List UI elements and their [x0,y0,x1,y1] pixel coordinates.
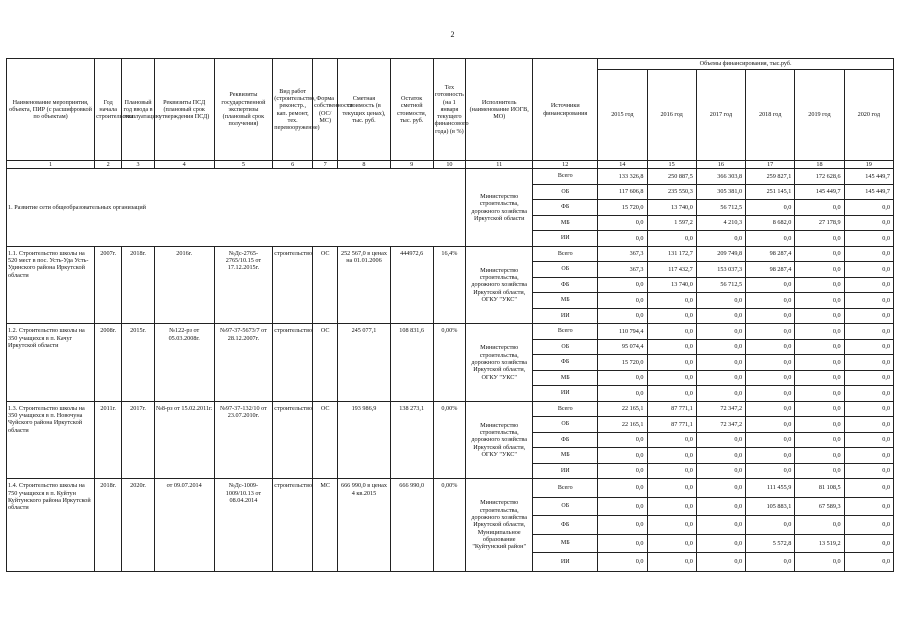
value-cell: 0,0 [746,200,795,216]
value-cell: 0,0 [844,534,893,553]
value-cell: 0,0 [647,516,696,535]
work-type-cell: строительство [273,401,313,479]
value-cell: 0,0 [746,339,795,355]
value-cell: 56 712,5 [696,277,745,293]
value-cell: 0,0 [795,370,844,386]
value-cell: 0,0 [844,308,893,324]
source-cell: ФБ [533,355,598,371]
source-cell: МБ [533,448,598,464]
value-cell: 0,0 [696,448,745,464]
value-cell: 22 165,1 [598,401,647,417]
value-cell: 0,0 [746,231,795,247]
value-cell: 0,0 [795,355,844,371]
value-cell: 87 771,1 [647,417,696,433]
value-cell: 0,0 [844,386,893,402]
source-cell: Всего [533,401,598,417]
value-cell: 0,0 [647,308,696,324]
column-number: 1 [7,161,95,169]
value-cell: 0,0 [696,231,745,247]
value-cell: 1 597,2 [647,215,696,231]
value-cell: 0,0 [598,308,647,324]
estimate-cell: 193 986,9 [338,401,390,479]
expertise-cell: №Дс-1009-1009/10.13 от 08.04.2014 [214,479,273,572]
value-cell: 67 589,3 [795,497,844,516]
value-cell: 235 550,3 [647,184,696,200]
value-cell: 0,0 [844,200,893,216]
value-cell: 0,0 [598,463,647,479]
expertise-cell: №97-37-132/10 от 23.07.2010г. [214,401,273,479]
source-cell: ФБ [533,516,598,535]
value-cell: 259 827,1 [746,169,795,185]
value-cell: 0,0 [844,293,893,309]
header-readiness: Тех готовность (на 1 января текущего финансового года) (в %) [433,59,466,161]
value-cell: 0,0 [795,277,844,293]
column-number: 19 [844,161,893,169]
value-cell: 0,0 [696,339,745,355]
value-cell: 0,0 [795,432,844,448]
readiness-cell: 0,00% [433,324,466,402]
value-cell: 0,0 [795,246,844,262]
readiness-cell: 0,00% [433,479,466,572]
start-year-cell: 2007г. [95,246,122,324]
start-year-cell: 2008г. [95,324,122,402]
value-cell: 0,0 [647,386,696,402]
remaining-cell: 666 990,0 [390,479,433,572]
value-cell: 367,3 [598,246,647,262]
value-cell: 0,0 [746,448,795,464]
value-cell: 0,0 [844,417,893,433]
value-cell: 0,0 [844,463,893,479]
remaining-cell: 138 273,1 [390,401,433,479]
value-cell: 0,0 [647,497,696,516]
value-cell: 0,0 [746,553,795,572]
value-cell: 0,0 [795,401,844,417]
value-cell: 4 210,3 [696,215,745,231]
column-number: 2 [95,161,122,169]
value-cell: 0,0 [696,308,745,324]
value-cell: 15 720,0 [598,355,647,371]
source-cell: ОБ [533,339,598,355]
source-cell: МБ [533,293,598,309]
value-cell: 0,0 [795,324,844,340]
psd-cell: №122-рз от 05.03.2008г. [154,324,214,402]
value-cell: 0,0 [647,448,696,464]
psd-cell: №8-рз от 15.02.2011г. [154,401,214,479]
header-start-year: Год начала строительства [95,59,122,161]
column-number: 12 [533,161,598,169]
value-cell: 0,0 [647,553,696,572]
column-number: 9 [390,161,433,169]
value-cell: 0,0 [795,463,844,479]
value-cell: 0,0 [795,293,844,309]
value-cell: 0,0 [647,231,696,247]
value-cell: 0,0 [844,401,893,417]
value-cell: 145 449,7 [795,184,844,200]
column-number: 11 [466,161,533,169]
value-cell: 0,0 [746,277,795,293]
ownership-cell: ОС [313,324,338,402]
ownership-cell: МС [313,479,338,572]
value-cell: 56 712,5 [696,200,745,216]
value-cell: 72 347,2 [696,401,745,417]
value-cell: 0,0 [598,293,647,309]
value-cell: 0,0 [844,370,893,386]
header-psd: Реквизиты ПСД (плановый срок утверждения ПСД) [154,59,214,161]
column-number-row [7,161,894,169]
value-cell: 0,0 [647,293,696,309]
value-cell: 111 455,9 [746,479,795,498]
table-row [7,479,894,498]
value-cell: 0,0 [696,432,745,448]
value-cell: 5 572,8 [746,534,795,553]
source-cell: ОБ [533,417,598,433]
value-cell: 22 165,1 [598,417,647,433]
value-cell: 0,0 [795,262,844,278]
executor-cell: Министерство строительства, дорожного хозяйства Иркутской области, ОГКУ "УКС" [466,401,533,479]
planned-year-cell: 2020г. [122,479,155,572]
value-cell: 305 381,0 [696,184,745,200]
estimate-cell: 252 567,0 в ценах на 01.01.2006 [338,246,390,324]
value-cell: 0,0 [696,497,745,516]
source-cell: ФБ [533,277,598,293]
value-cell: 72 347,2 [696,417,745,433]
value-cell: 0,0 [598,553,647,572]
value-cell: 0,0 [598,479,647,498]
source-cell: МБ [533,534,598,553]
value-cell: 117 606,8 [598,184,647,200]
value-cell: 0,0 [844,246,893,262]
column-number: 6 [273,161,313,169]
readiness-cell: 0,00% [433,401,466,479]
object-name: 1.1. Строительство школы на 520 мест в пос. Усть-Уда Усть-Удинского района Иркутской области [7,246,95,324]
value-cell: 15 720,0 [598,200,647,216]
source-cell: ОБ [533,262,598,278]
value-cell: 0,0 [844,432,893,448]
table-row [7,324,894,340]
source-cell: ОБ [533,184,598,200]
executor-cell: Министерство строительства, дорожного хозяйства Иркутской области, Муниципальное образование "Куйтунский район" [466,479,533,572]
column-number: 3 [122,161,155,169]
source-cell: ИИ [533,386,598,402]
value-cell: 0,0 [598,497,647,516]
source-cell: Всего [533,246,598,262]
readiness-cell: 16,4% [433,246,466,324]
value-cell: 8 682,0 [746,215,795,231]
work-type-cell: строительство [273,246,313,324]
header-year: 2020 год [844,70,893,161]
source-cell: МБ [533,215,598,231]
value-cell: 0,0 [746,324,795,340]
value-cell: 0,0 [795,553,844,572]
value-cell: 0,0 [696,516,745,535]
value-cell: 366 303,8 [696,169,745,185]
header-executor: Исполнитель (наименование ИОГВ, МО) [466,59,533,161]
value-cell: 153 037,3 [696,262,745,278]
value-cell: 0,0 [795,386,844,402]
planned-year-cell: 2015г. [122,324,155,402]
column-number: 14 [598,161,647,169]
value-cell: 0,0 [647,534,696,553]
value-cell: 0,0 [844,553,893,572]
value-cell: 98 287,4 [746,262,795,278]
header-estimate: Сметная стоимость (в текущих ценах), тыс. руб. [338,59,390,161]
value-cell: 13 740,0 [647,277,696,293]
value-cell: 0,0 [795,308,844,324]
value-cell: 0,0 [795,231,844,247]
value-cell: 0,0 [844,448,893,464]
section-title: 1. Развитие сети общеобразовательных организаций [7,169,466,247]
value-cell: 172 628,6 [795,169,844,185]
value-cell: 0,0 [647,370,696,386]
start-year-cell: 2018г. [95,479,122,572]
column-number: 15 [647,161,696,169]
header-financing: Объемы финансирования, тыс.руб. [598,59,894,70]
object-name: 1.3. Строительство школы на 350 учащихся в п. Новочуна Чуйского района Иркутской области [7,401,95,479]
value-cell: 0,0 [598,516,647,535]
value-cell: 0,0 [844,231,893,247]
header-year: 2017 год [696,70,745,161]
value-cell: 133 326,8 [598,169,647,185]
header-ownership: Форма собственности (ОС/МС) [313,59,338,161]
value-cell: 0,0 [795,339,844,355]
value-cell: 0,0 [647,463,696,479]
planned-year-cell: 2017г. [122,401,155,479]
value-cell: 0,0 [696,479,745,498]
source-cell: Всего [533,324,598,340]
value-cell: 0,0 [647,479,696,498]
value-cell: 250 887,5 [647,169,696,185]
object-name: 1.4. Строительство школы на 750 учащихся в п. Куйтун Куйтунского района Иркутской области [7,479,95,572]
value-cell: 27 178,9 [795,215,844,231]
value-cell: 0,0 [746,463,795,479]
executor-cell: Министерство строительства, дорожного хозяйства Иркутской области, ОГКУ "УКС" [466,246,533,324]
value-cell: 87 771,1 [647,401,696,417]
value-cell: 0,0 [795,516,844,535]
column-number: 17 [746,161,795,169]
header-work-type: Вид работ (строительство, реконстр., кап. ремонт, тех. перевооружение) [273,59,313,161]
page-number: 2 [450,30,455,39]
value-cell: 0,0 [746,386,795,402]
value-cell: 145 449,7 [844,169,893,185]
financing-table [6,58,894,572]
value-cell: 13 740,0 [647,200,696,216]
value-cell: 0,0 [746,401,795,417]
source-cell: Всего [533,479,598,498]
value-cell: 251 145,1 [746,184,795,200]
source-cell: МБ [533,370,598,386]
header-planned-year: Плановый год ввода в эксплуатацию [122,59,155,161]
object-name: 1.2. Строительство школы на 350 учащихся в п. Качуг Иркутской области [7,324,95,402]
value-cell: 105 883,1 [746,497,795,516]
value-cell: 0,0 [696,534,745,553]
value-cell: 0,0 [844,277,893,293]
expertise-cell: №97-37-5673/7 от 28.12.2007г. [214,324,273,402]
executor-cell: Министерство строительства, дорожного хозяйства Иркутской области, ОГКУ "УКС" [466,324,533,402]
column-number: 8 [338,161,390,169]
source-cell: ИИ [533,553,598,572]
value-cell: 0,0 [647,339,696,355]
table-row [7,401,894,417]
value-cell: 0,0 [844,324,893,340]
value-cell: 367,3 [598,262,647,278]
value-cell: 0,0 [844,497,893,516]
header-expertise: Реквизиты государственной экспертизы (плановый срок получения) [214,59,273,161]
value-cell: 0,0 [746,516,795,535]
value-cell: 0,0 [598,534,647,553]
estimate-cell: 245 077,1 [338,324,390,402]
value-cell: 0,0 [746,355,795,371]
value-cell: 0,0 [696,370,745,386]
value-cell: 95 074,4 [598,339,647,355]
value-cell: 0,0 [844,339,893,355]
value-cell: 145 449,7 [844,184,893,200]
value-cell: 0,0 [746,293,795,309]
header-year: 2019 год [795,70,844,161]
value-cell: 0,0 [598,432,647,448]
start-year-cell: 2011г. [95,401,122,479]
remaining-cell: 108 831,6 [390,324,433,402]
ownership-cell: ОС [313,246,338,324]
expertise-cell: №Дс-2765-2765/10.15 от 17.12.2015г. [214,246,273,324]
value-cell: 13 519,2 [795,534,844,553]
value-cell: 0,0 [844,215,893,231]
value-cell: 0,0 [844,262,893,278]
value-cell: 98 287,4 [746,246,795,262]
value-cell: 117 432,7 [647,262,696,278]
table-row [7,246,894,262]
header-year: 2016 год [647,70,696,161]
value-cell: 0,0 [696,386,745,402]
value-cell: 0,0 [598,231,647,247]
source-cell: ОБ [533,497,598,516]
value-cell: 0,0 [746,308,795,324]
value-cell: 0,0 [795,200,844,216]
source-cell: ИИ [533,463,598,479]
table-header [7,59,894,169]
remaining-cell: 444972,6 [390,246,433,324]
header-year: 2018 год [746,70,795,161]
value-cell: 0,0 [696,553,745,572]
value-cell: 0,0 [795,417,844,433]
psd-cell: от 09.07.2014 [154,479,214,572]
work-type-cell: строительство [273,479,313,572]
value-cell: 209 749,8 [696,246,745,262]
value-cell: 0,0 [746,432,795,448]
value-cell: 0,0 [647,355,696,371]
value-cell: 0,0 [696,463,745,479]
ownership-cell: ОС [313,401,338,479]
value-cell: 0,0 [844,516,893,535]
value-cell: 81 108,5 [795,479,844,498]
value-cell: 0,0 [844,355,893,371]
value-cell: 0,0 [746,370,795,386]
source-cell: Всего [533,169,598,185]
source-cell: ФБ [533,200,598,216]
planned-year-cell: 2018г. [122,246,155,324]
estimate-cell: 666 990,0 в ценах 4 кв.2015 [338,479,390,572]
psd-cell: 2016г. [154,246,214,324]
value-cell: 0,0 [598,448,647,464]
value-cell: 110 794,4 [598,324,647,340]
column-number: 4 [154,161,214,169]
value-cell: 0,0 [746,417,795,433]
value-cell: 0,0 [844,479,893,498]
table-row [7,169,894,185]
value-cell: 0,0 [647,324,696,340]
source-cell: ИИ [533,308,598,324]
value-cell: 131 172,7 [647,246,696,262]
header-name: Наименование мероприятия, объекта, ПИР (с расшифровкой по объектам) [7,59,95,161]
executor-cell: Министерство строительства, дорожного хозяйства Иркутской области [466,169,533,247]
value-cell: 0,0 [598,386,647,402]
value-cell: 0,0 [598,277,647,293]
value-cell: 0,0 [647,432,696,448]
header-sources: Источники финансирования [533,59,598,161]
column-number: 10 [433,161,466,169]
header-year: 2015 год [598,70,647,161]
value-cell: 0,0 [598,215,647,231]
column-number: 16 [696,161,745,169]
value-cell: 0,0 [696,293,745,309]
source-cell: ФБ [533,432,598,448]
value-cell: 0,0 [598,370,647,386]
header-remaining: Остаток сметной стоимости, тыс. руб. [390,59,433,161]
column-number: 18 [795,161,844,169]
value-cell: 0,0 [696,324,745,340]
source-cell: ИИ [533,231,598,247]
column-number: 7 [313,161,338,169]
column-number: 5 [214,161,273,169]
table-body [7,169,894,572]
value-cell: 0,0 [795,448,844,464]
work-type-cell: строительство [273,324,313,402]
value-cell: 0,0 [696,355,745,371]
